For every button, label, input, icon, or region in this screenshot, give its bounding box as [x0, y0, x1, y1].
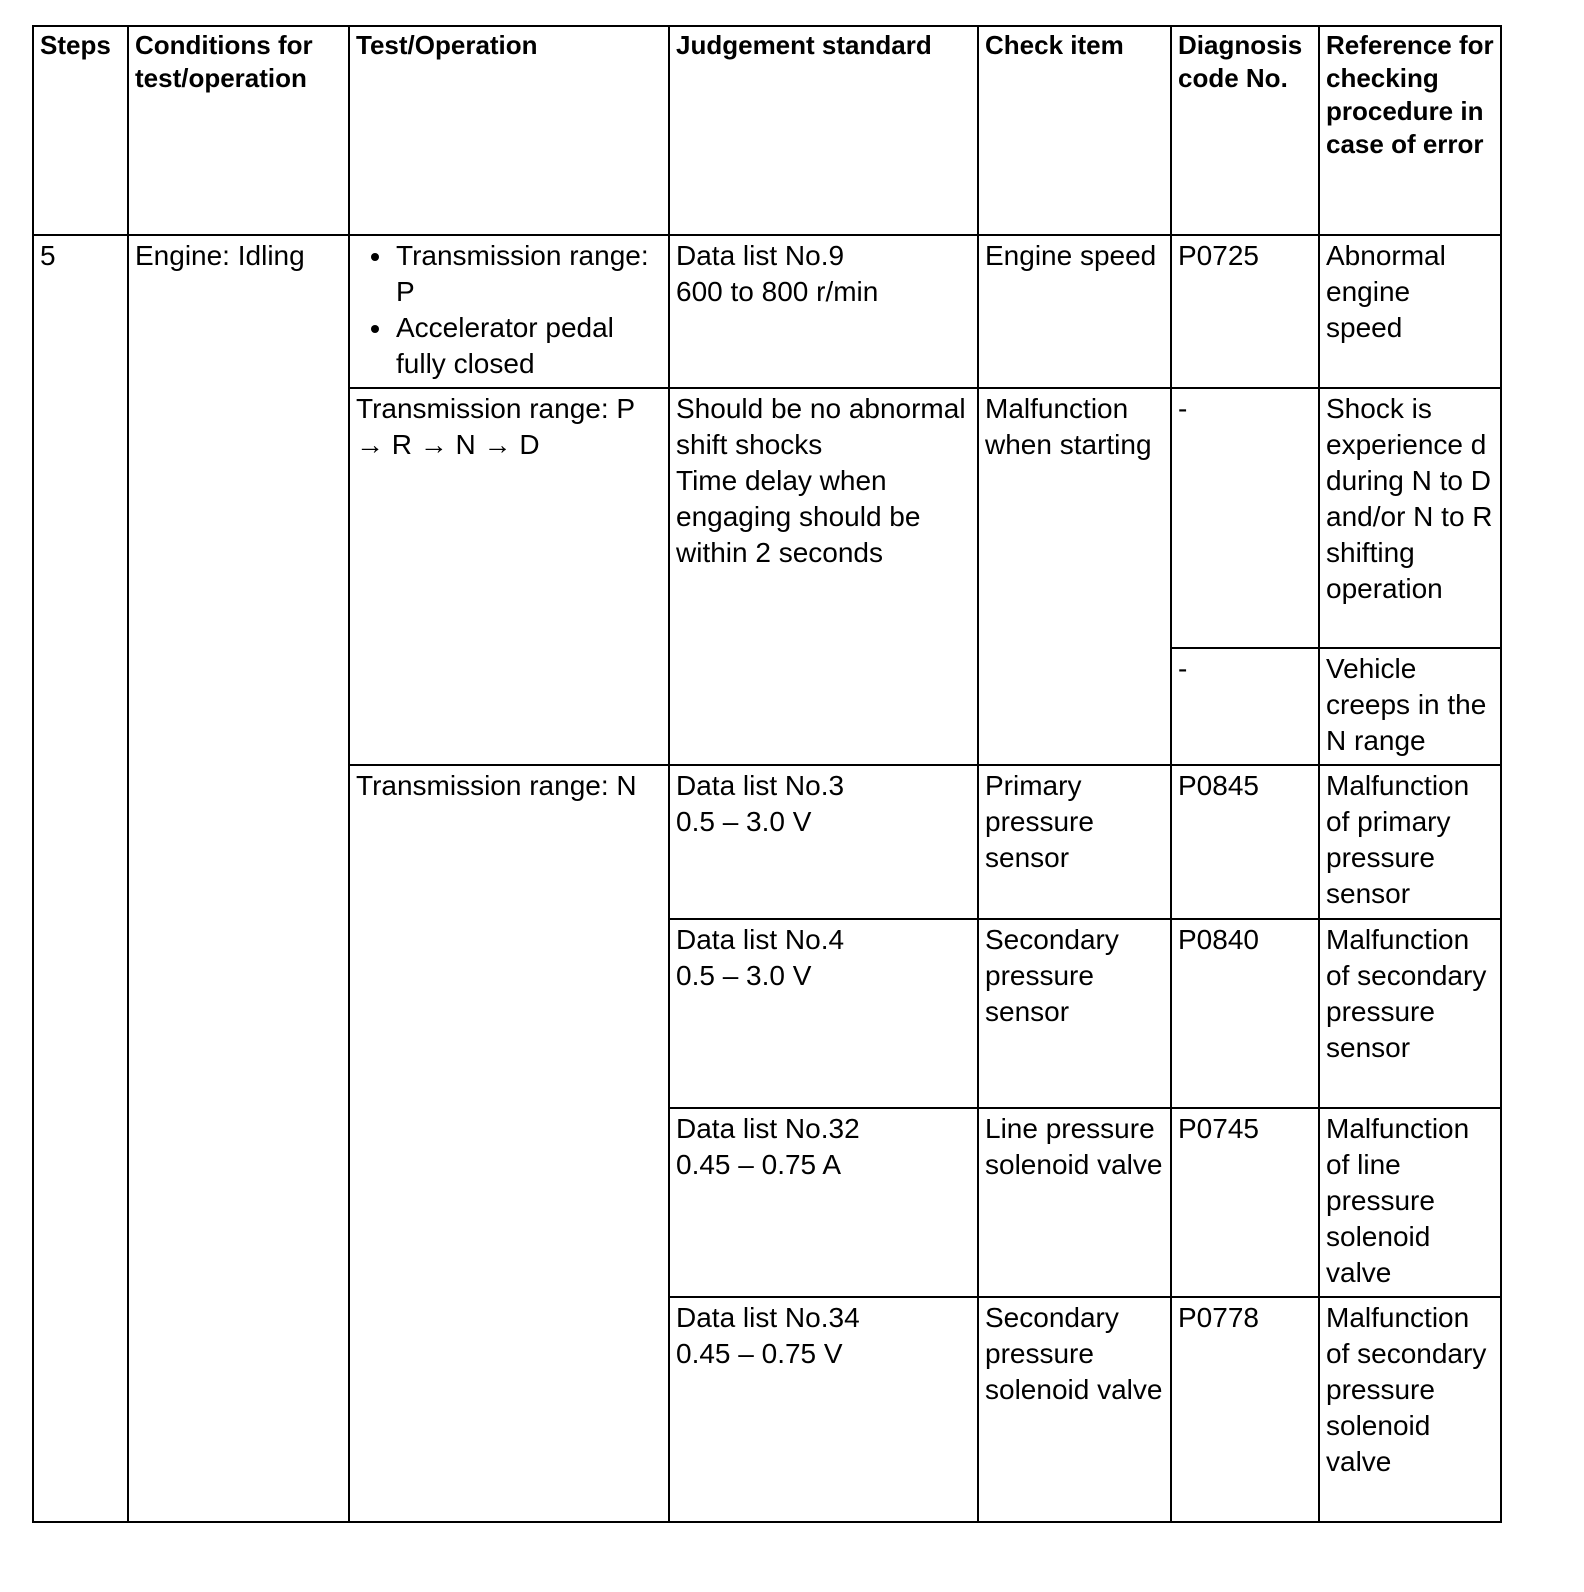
check-item: Primary pressure sensor: [978, 765, 1171, 919]
header-reference: Reference for checking procedure in case of error: [1319, 26, 1501, 235]
header-check-item: Check item: [978, 26, 1171, 235]
check-item: Malfunction when starting: [978, 388, 1171, 765]
diagnosis-table: [32, 25, 1502, 1523]
header-diagnosis-code: Diagnosis code No.: [1171, 26, 1319, 235]
reference: Shock is experience d during N to D and/or N to R shifting operation: [1319, 388, 1501, 648]
diagnosis-code: P0840: [1171, 919, 1319, 1108]
reference: Malfunction of secondary pressure sensor: [1319, 919, 1501, 1108]
check-item: Line pressure solenoid valve: [978, 1108, 1171, 1297]
judgement-standard: Should be no abnormal shift shocks Time delay when engaging should be within 2 seconds: [669, 388, 978, 765]
header-conditions: Conditions for test/operation: [128, 26, 349, 235]
reference: Malfunction of primary pressure sensor: [1319, 765, 1501, 919]
step-number: 5: [33, 235, 128, 1522]
judgement-standard: Data list No.4 0.5 – 3.0 V: [669, 919, 978, 1108]
header-test-operation: Test/Operation: [349, 26, 669, 235]
diagnosis-code: P0745: [1171, 1108, 1319, 1297]
table-row: [33, 235, 1501, 388]
test-operation-cell: [349, 235, 669, 388]
header-row: [33, 26, 1501, 235]
diagnosis-code: P0725: [1171, 235, 1319, 388]
reference: Vehicle creeps in the N range: [1319, 648, 1501, 765]
reference: Malfunction of line pressure solenoid valve: [1319, 1108, 1501, 1297]
diagnosis-code: P0845: [1171, 765, 1319, 919]
test-operation: Transmission range: P → R → N → D: [349, 388, 669, 765]
reference: Abnormal engine speed: [1319, 235, 1501, 388]
header-judgement-standard: Judgement standard: [669, 26, 978, 235]
check-item: Secondary pressure solenoid valve: [978, 1297, 1171, 1522]
judgement-standard: Data list No.9 600 to 800 r/min: [669, 235, 978, 388]
test-bullet-list: [356, 238, 662, 382]
test-bullet: • Transmission range: P: [394, 238, 662, 310]
judgement-standard: Data list No.32 0.45 – 0.75 A: [669, 1108, 978, 1297]
header-steps: Steps: [33, 26, 128, 235]
diagnosis-code: P0778: [1171, 1297, 1319, 1522]
reference: Malfunction of secondary pressure solenoid valve: [1319, 1297, 1501, 1522]
check-item: Engine speed: [978, 235, 1171, 388]
step-condition: Engine: Idling: [128, 235, 349, 1522]
diagnosis-code: -: [1171, 648, 1319, 765]
judgement-standard: Data list No.34 0.45 – 0.75 V: [669, 1297, 978, 1522]
check-item: Secondary pressure sensor: [978, 919, 1171, 1108]
judgement-standard: Data list No.3 0.5 – 3.0 V: [669, 765, 978, 919]
test-operation: Transmission range: N: [349, 765, 669, 1522]
diagnosis-code: -: [1171, 388, 1319, 648]
test-bullet: • Accelerator pedal fully closed: [394, 310, 662, 382]
